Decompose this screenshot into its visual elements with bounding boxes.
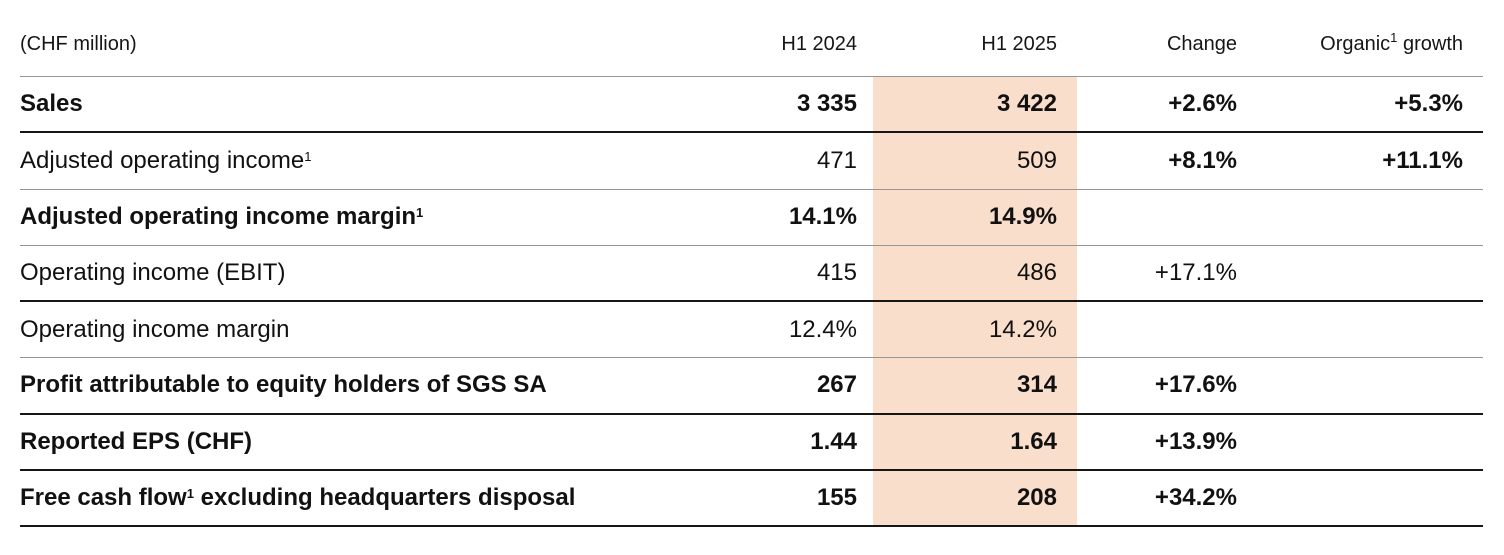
row-label <box>20 316 717 344</box>
cell-h1-2024: 12.4% <box>788 315 857 343</box>
financial-summary-table <box>20 0 1483 527</box>
cell-h1-2024: 415 <box>816 258 857 286</box>
cell-h1-2024: 471 <box>816 146 857 174</box>
table-row-sales <box>20 77 1483 133</box>
footnote-1-marker: 1 <box>1390 30 1398 46</box>
cell-h1-2024: 3 335 <box>796 90 857 118</box>
cell-h1-2025: 14.2% <box>988 315 1057 343</box>
row-label <box>20 259 717 287</box>
cell-change: +8.1% <box>1168 146 1237 174</box>
cell-change: +17.1% <box>1154 258 1237 286</box>
cell-h1-2025: 486 <box>1016 258 1057 286</box>
unit-label: (CHF million) <box>20 32 137 55</box>
cell-change: +34.2% <box>1154 483 1237 511</box>
cell-h1-2024: 155 <box>816 483 857 511</box>
table-row-adjusted-operating-income <box>20 133 1483 189</box>
cell-change: +13.9% <box>1154 427 1237 455</box>
footnote-1-marker: 1 <box>304 148 312 164</box>
table-row-operating-income-ebit <box>20 246 1483 302</box>
cell-h1-2024: 267 <box>816 371 857 399</box>
cell-organic-growth: +11.1% <box>1382 146 1463 174</box>
row-label-text-suffix: excluding headquarters disposal <box>193 483 576 511</box>
row-label <box>20 484 717 512</box>
row-label-text: Adjusted operating income margin <box>20 203 417 231</box>
column-header-organic-growth <box>1237 30 1483 56</box>
column-header-change: Change <box>1166 32 1237 55</box>
cell-h1-2025: 208 <box>1016 483 1057 511</box>
row-label-text: Adjusted operating income <box>20 146 305 174</box>
cell-h1-2025: 509 <box>1016 146 1057 174</box>
footnote-1-marker: 1 <box>416 204 424 220</box>
row-label <box>20 371 717 399</box>
column-header-h1-2025: H1 2025 <box>981 32 1057 55</box>
table-row-profit-attributable <box>20 358 1483 414</box>
row-label-text: Profit attributable to equity holders of SGS SA <box>20 371 547 399</box>
cell-h1-2024: 14.1% <box>788 203 857 231</box>
row-label <box>20 147 717 175</box>
table-row-free-cash-flow <box>20 471 1483 527</box>
row-label-text: Operating income margin <box>20 315 290 343</box>
row-label <box>20 203 717 231</box>
cell-h1-2024: 1.44 <box>810 427 857 455</box>
organic-header-text-suffix: growth <box>1397 32 1463 55</box>
cell-h1-2025: 3 422 <box>996 90 1057 118</box>
row-label-text: Reported EPS (CHF) <box>20 427 253 455</box>
cell-h1-2025: 1.64 <box>1010 427 1057 455</box>
row-label <box>20 428 717 456</box>
row-label-text: Free cash flow <box>20 483 187 511</box>
row-label-text: Operating income (EBIT) <box>20 258 286 286</box>
cell-change: +17.6% <box>1154 371 1237 399</box>
table-row-reported-eps <box>20 415 1483 471</box>
cell-h1-2025: 14.9% <box>988 203 1057 231</box>
organic-header-text: Organic <box>1320 32 1391 55</box>
table-header-row <box>20 0 1483 77</box>
table-row-adjusted-operating-income-margin <box>20 190 1483 246</box>
cell-h1-2025: 314 <box>1016 371 1057 399</box>
cell-change: +2.6% <box>1168 90 1237 118</box>
row-label-text: Sales <box>20 90 83 118</box>
table-row-operating-income-margin <box>20 302 1483 358</box>
footnote-1-marker: 1 <box>186 485 194 501</box>
column-header-h1-2024: H1 2024 <box>781 32 857 55</box>
cell-organic-growth: +5.3% <box>1394 90 1463 118</box>
row-label <box>20 90 717 118</box>
